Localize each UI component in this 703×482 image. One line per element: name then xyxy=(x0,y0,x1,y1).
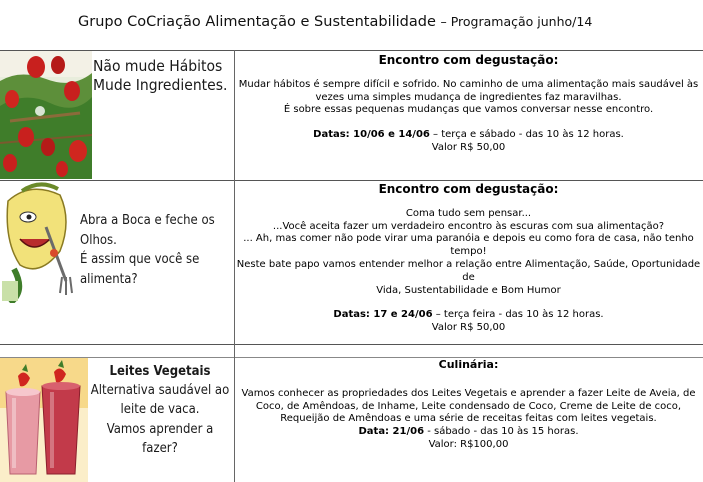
row-2-paragraph-3: ... Ah, mas comer não pode virar uma paranóia e depois eu como fora de casa, não tenho xyxy=(243,233,694,245)
row-1-paragraph-2: vezes uma simples mudança de ingredientes faz maravilhas. xyxy=(315,91,622,103)
row-3-paragraph-2: Coco, de Amêndoas, de Inhame, Leite condensado de Coco, Creme de Leite de coco, xyxy=(255,400,682,412)
row-2-paragraph-6: Vida, Sustentabilidade e Bom Humor xyxy=(376,284,561,296)
row-3-section-title: Culinária: xyxy=(438,358,499,371)
row-3-dates xyxy=(234,426,703,439)
row-2-paragraph-5: Neste bate papo vamos entender melhor a relação entre Alimentação, Saúde, Oportunidade de xyxy=(236,258,701,283)
row-3-dates-detail: - sábado - das 10 às 15 horas. xyxy=(424,426,579,438)
row-3-title: Leites Vegetais xyxy=(109,364,211,379)
row-2-dates xyxy=(234,309,703,322)
row-2-dates-label: Datas: 17 e 24/06 xyxy=(333,309,433,321)
row-1-paragraph-1: Mudar hábitos é sempre difícil e sofrido. No caminho de uma alimentação mais saudável às xyxy=(238,78,699,90)
row-3-tagline-line-3: Vamos aprender a fazer? xyxy=(106,421,214,456)
row-2-dates-detail: – terça feira - das 10 às 12 horas. xyxy=(432,309,604,321)
row-2-paragraph-2: ...Você aceita fazer um verdadeiro encontro às escuras com sua alimentação? xyxy=(272,220,665,232)
row-3-tagline-line-2: leite de vaca. xyxy=(120,402,200,418)
strawberry-plant-image xyxy=(0,51,92,179)
row-2-tagline-line-2: É assim que você se alimenta? xyxy=(80,252,200,287)
row-2-tagline-line-1: Abra a Boca e feche os Olhos. xyxy=(80,213,215,248)
row-1-section-title: Encontro com degustação: xyxy=(378,53,559,67)
face-illustration-image xyxy=(0,181,76,303)
row-1-dates xyxy=(234,129,703,142)
row-divider-2 xyxy=(0,344,703,345)
row-2-section-title: Encontro com degustação: xyxy=(378,182,559,196)
row-2-paragraph-4: tempo! xyxy=(450,246,487,258)
row-3-price: Valor: R$100,00 xyxy=(428,438,509,450)
row-2-paragraph-1: Coma tudo sem pensar... xyxy=(405,207,532,219)
row-2-left xyxy=(0,181,234,304)
header-subtitle: – Programação junho/14 xyxy=(440,14,593,29)
row-1-dates-detail: – terça e sábado - das 10 às 12 horas. xyxy=(429,129,624,141)
row-2-price: Valor R$ 50,00 xyxy=(431,322,506,334)
header-title: Grupo CoCriação Alimentação e Sustentabilidade xyxy=(78,14,436,30)
page-header xyxy=(78,14,592,30)
row-3-paragraph-1: Vamos conhecer as propriedades dos Leites Vegetais e aprender a fazer Leite de Aveia, de xyxy=(241,387,696,399)
row-1-paragraph-3: É sobre essas pequenas mudanças que vamos conversar nesse encontro. xyxy=(283,104,654,116)
row-3-dates-label: Data: 21/06 xyxy=(358,426,425,438)
row-1-content xyxy=(234,52,703,155)
row-3-paragraph-3: Requeijão de Amêndoas e uma série de receitas feitas com leites vegetais. xyxy=(280,413,657,425)
row-1-price: Valor R$ 50,00 xyxy=(431,141,506,153)
smoothie-glasses-image xyxy=(0,358,88,482)
row-3-tagline xyxy=(90,362,230,458)
row-1-left xyxy=(0,51,234,180)
row-1-tagline-line-1: Não mude Hábitos xyxy=(93,57,223,75)
row-1-tagline-line-2: Mude Ingredientes. xyxy=(93,75,228,94)
row-1-dates-label: Datas: 10/06 e 14/06 xyxy=(313,129,430,141)
row-2-content xyxy=(234,183,703,335)
row-3-tagline-line-1: Alternativa saudável ao xyxy=(90,383,230,399)
row-1-tagline xyxy=(93,57,227,94)
row-2-tagline xyxy=(80,211,234,289)
row-3-left xyxy=(0,358,234,482)
row-3-content xyxy=(234,358,703,452)
